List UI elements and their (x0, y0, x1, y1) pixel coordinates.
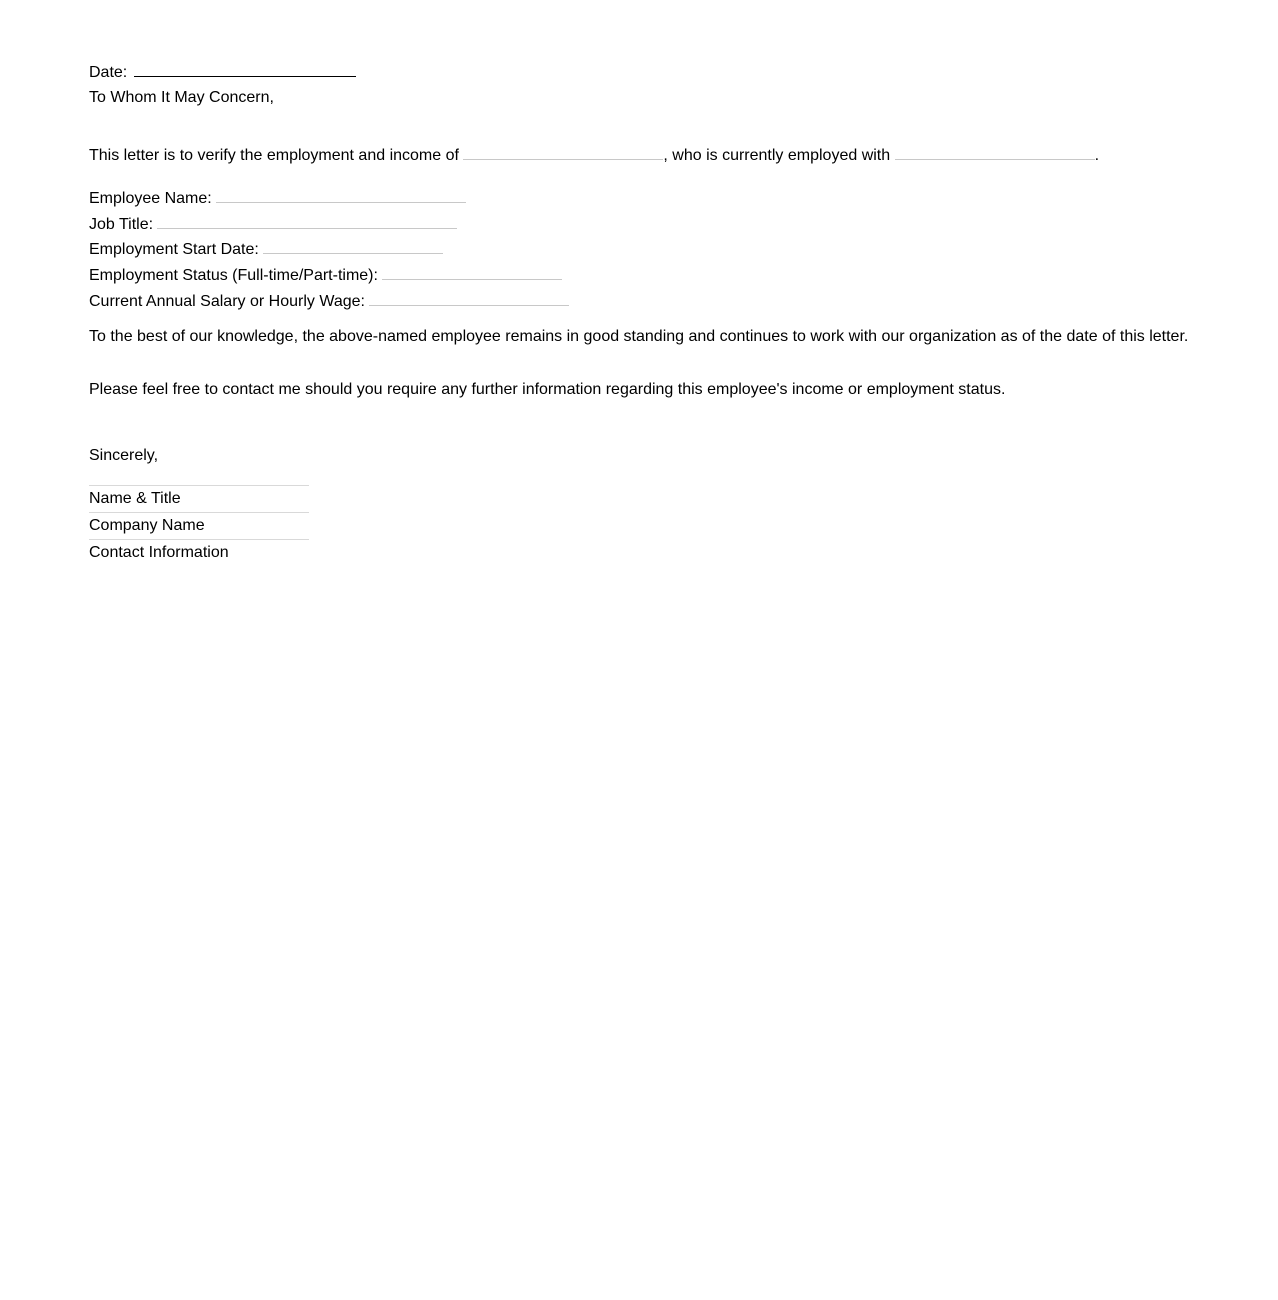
field-label: Employee Name: (89, 190, 212, 207)
field-label: Current Annual Salary or Hourly Wage: (89, 292, 365, 310)
field-employee-name (89, 188, 1249, 208)
salutation: To Whom It May Concern, (89, 89, 274, 106)
intro-text-part2: , who is currently employed with (663, 147, 891, 164)
standing-paragraph: To the best of our knowledge, the above-named employee remains in good standing and continues to work with our organization as of the date of this letter. (89, 327, 1189, 345)
date-blank[interactable] (134, 62, 356, 77)
contact-paragraph: Please feel free to contact me should you require any further information regarding this employee's income or employment status. (89, 380, 1006, 398)
signature-block (89, 485, 309, 566)
field-blank[interactable] (382, 265, 562, 280)
field-label: Job Title: (89, 215, 154, 233)
field-start-date (89, 239, 1249, 259)
closing: Sincerely, (89, 446, 159, 464)
employee-name-blank[interactable] (463, 145, 663, 160)
intro-text-part1: This letter is to verify the employment and income of (89, 147, 459, 164)
signature-company: Company Name (89, 512, 309, 539)
letter-body (89, 62, 1249, 566)
company-name-blank[interactable] (895, 145, 1095, 160)
date-line (89, 62, 1249, 82)
field-blank[interactable] (216, 188, 466, 203)
date-label: Date: (89, 64, 128, 81)
field-employment-status (89, 265, 1249, 285)
signature-name-title: Name & Title (89, 485, 309, 512)
field-blank[interactable] (263, 239, 443, 254)
field-salary (89, 291, 1249, 311)
field-label: Employment Status (Full-time/Part-time): (89, 267, 378, 285)
field-blank[interactable] (157, 214, 457, 229)
field-label: Employment Start Date: (89, 241, 259, 259)
intro-text-part3: . (1094, 147, 1100, 164)
signature-contact: Contact Information (89, 539, 309, 566)
intro-paragraph (89, 145, 1249, 166)
employee-fields (89, 188, 1249, 311)
field-job-title (89, 214, 1249, 234)
field-blank[interactable] (369, 291, 569, 306)
